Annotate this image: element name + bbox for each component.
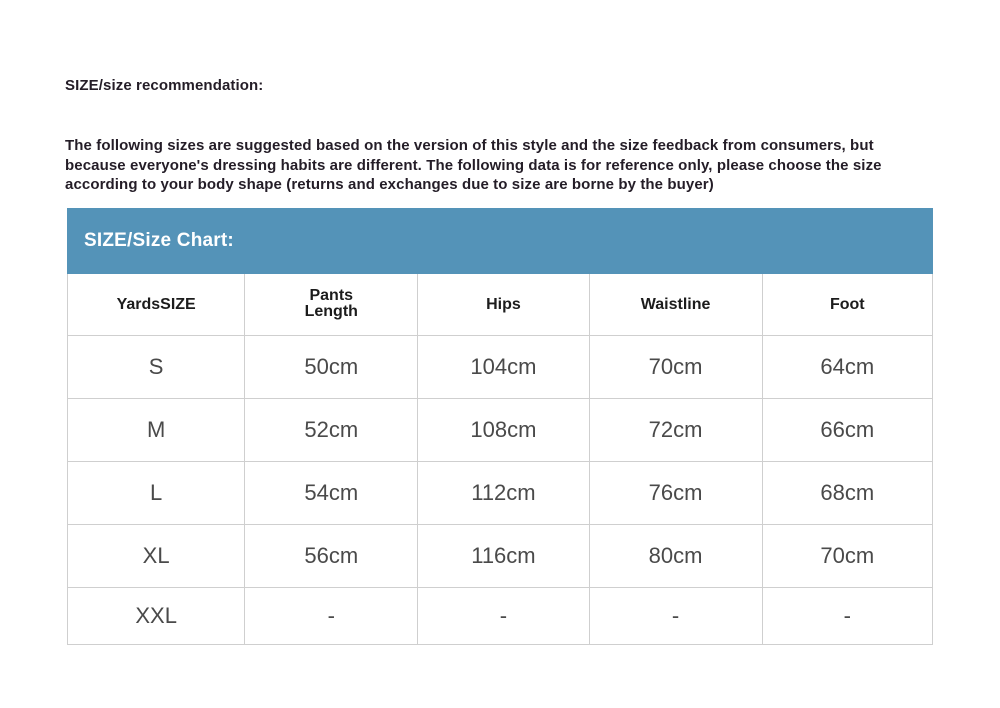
table-row-xl [68,525,933,588]
cell-pants-length: - [245,588,418,645]
cell-waistline: 70cm [589,336,762,399]
page-title: SIZE/size recommendation: [65,77,264,94]
cell-size-label: L [68,462,245,525]
table-row-s [68,336,933,399]
cell-foot: 64cm [762,336,932,399]
cell-foot: 68cm [762,462,932,525]
cell-hips: - [418,588,589,645]
size-chart-banner [67,208,933,274]
cell-size-label: S [68,336,245,399]
table-row-m [68,399,933,462]
table-row-xxl [68,588,933,645]
column-header-label: Pants Length [304,287,358,320]
cell-hips: 116cm [418,525,589,588]
cell-hips: 108cm [418,399,589,462]
cell-foot: 70cm [762,525,932,588]
cell-pants-length: 54cm [245,462,418,525]
table-row-l [68,462,933,525]
column-header-label: YardsSIZE [116,295,196,313]
column-header-foot [762,274,932,336]
column-header-label: Hips [486,295,521,313]
table-header-row [68,274,933,336]
cell-size-label: M [68,399,245,462]
cell-waistline: 80cm [589,525,762,588]
size-chart-table-body [68,336,933,645]
cell-size-label: XL [68,525,245,588]
cell-hips: 104cm [418,336,589,399]
cell-foot: - [762,588,932,645]
column-header-yardssize [68,274,245,336]
column-header-hips [418,274,589,336]
column-header-waistline [589,274,762,336]
cell-foot: 66cm [762,399,932,462]
cell-pants-length: 56cm [245,525,418,588]
size-chart-banner-title: SIZE/Size Chart: [84,230,234,251]
column-header-label: Waistline [640,295,711,313]
size-chart-table-header [68,274,933,336]
size-chart-table [67,274,933,645]
size-recommendation-paragraph: The following sizes are suggested based on the version of this style and the size feedback from consumers, but because everyone's dressing habits are different. The following data is for reference only, please choose the size according to your body shape (returns and exchanges due to size are borne by the buyer) [65,137,882,193]
cell-waistline: 76cm [589,462,762,525]
column-header-pants-length [245,274,418,336]
cell-pants-length: 52cm [245,399,418,462]
column-header-label: Foot [829,295,865,313]
cell-hips: 112cm [418,462,589,525]
cell-size-label: XXL [68,588,245,645]
cell-pants-length: 50cm [245,336,418,399]
cell-waistline: 72cm [589,399,762,462]
cell-waistline: - [589,588,762,645]
